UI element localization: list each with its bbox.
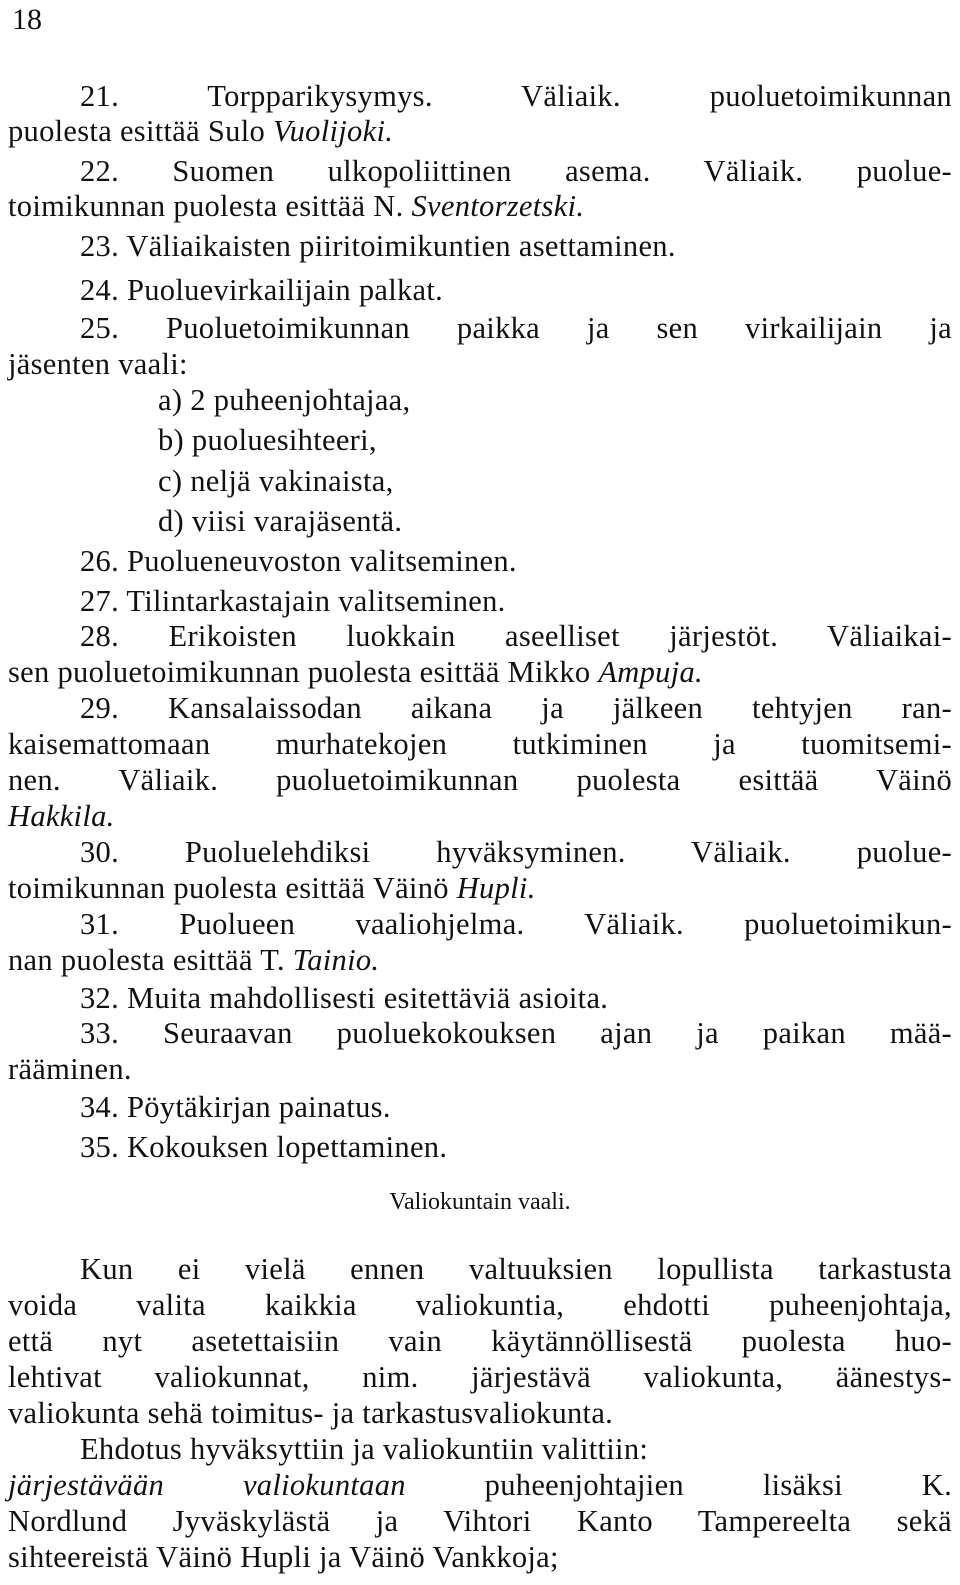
- presenter-name: Tainio.: [292, 943, 380, 977]
- agenda-item-26: 26. Puolueneuvoston valitseminen.: [80, 544, 517, 578]
- text: nan puolesta esittää T.: [8, 943, 293, 977]
- body-line: lehtivat valiokunnat, nim. järjestävä valiokunta, äänestys-: [8, 1360, 952, 1394]
- agenda-item-24: 24. Puoluevirkailijain palkat.: [80, 273, 444, 307]
- presenter-name: Ampuja.: [598, 655, 703, 689]
- sub-item-b: b) puoluesihteeri,: [158, 423, 377, 457]
- agenda-item-31-cont: [8, 942, 952, 978]
- presenter-name: Hupli.: [456, 871, 536, 905]
- agenda-item-31: 31. Puolueen vaaliohjelma. Väliaik. puoluetoimikun-: [80, 907, 952, 941]
- text: puheenjohtajien lisäksi K.: [405, 1468, 953, 1502]
- presenter-name: Vuolijoki.: [272, 114, 394, 148]
- agenda-item-21: 21. Torpparikysymys. Väliaik. puoluetoimikunnan: [80, 79, 952, 113]
- sub-item-c: c) neljä vakinaista,: [158, 464, 394, 498]
- agenda-item-32: 32. Muita mahdollisesti esitettäviä asioita.: [80, 981, 609, 1015]
- agenda-item-33-cont: rääminen.: [8, 1052, 132, 1086]
- agenda-item-27: 27. Tilintarkastajain valitseminen.: [80, 584, 506, 618]
- text: toimikunnan puolesta esittää N.: [8, 189, 412, 223]
- body-line: Nordlund Jyväskylästä ja Vihtori Kanto Tampereelta sekä: [8, 1504, 952, 1538]
- agenda-item-29-cont3: [8, 798, 952, 834]
- agenda-item-30: 30. Puoluelehdiksi hyväksyminen. Väliaik. puolue-: [80, 835, 952, 869]
- agenda-item-25: 25. Puoluetoimikunnan paikka ja sen virkailijain ja: [80, 311, 952, 345]
- body-line: valiokunta sehä toimitus- ja tarkastusvaliokunta.: [8, 1396, 614, 1430]
- text: puolesta esittää Sulo: [8, 114, 273, 148]
- agenda-item-35: 35. Kokouksen lopettaminen.: [80, 1130, 448, 1164]
- text: toimikunnan puolesta esittää Väinö: [8, 871, 457, 905]
- agenda-item-29-cont1: kaisemattomaan murhatekojen tutkiminen ja tuomitsemi-: [8, 727, 952, 761]
- italic-phrase: järjestävään valiokuntaan: [8, 1468, 406, 1502]
- agenda-item-25-cont: jäsenten vaali:: [8, 347, 188, 381]
- presenter-name: Hakkila.: [8, 799, 115, 833]
- agenda-item-33: 33. Seuraavan puoluekokouksen ajan ja paikan mää-: [80, 1016, 952, 1050]
- body-line: [8, 1467, 952, 1503]
- body-line: että nyt asetettaisiin vain käytännöllisestä puolesta huo-: [8, 1324, 952, 1358]
- agenda-item-23: 23. Väliaikaisten piiritoimikuntien asettaminen.: [80, 229, 676, 263]
- agenda-item-21-cont: [8, 113, 952, 149]
- presenter-name: Sventorzetski.: [411, 189, 585, 223]
- body-line: voida valita kaikkia valiokuntia, ehdotti puheenjohtaja,: [8, 1288, 952, 1322]
- sub-item-a: a) 2 puheenjohtajaa,: [158, 383, 411, 417]
- agenda-item-28: 28. Erikoisten luokkain aseelliset järjestöt. Väliaikai-: [80, 619, 952, 653]
- agenda-item-28-cont: [8, 654, 952, 690]
- agenda-item-22-cont: [8, 188, 952, 224]
- section-heading: Valiokuntain vaali.: [389, 1189, 571, 1215]
- body-line: Kun ei vielä ennen valtuuksien lopullista tarkastusta: [80, 1252, 952, 1286]
- agenda-item-29: 29. Kansalaissodan aikana ja jälkeen tehtyjen ran-: [80, 691, 952, 725]
- body-line: Ehdotus hyväksyttiin ja valiokuntiin valittiin:: [80, 1432, 649, 1466]
- agenda-item-34: 34. Pöytäkirjan painatus.: [80, 1090, 391, 1124]
- page-number: 18: [12, 3, 42, 36]
- agenda-item-30-cont: [8, 870, 952, 906]
- text: sen puoluetoimikunnan puolesta esittää Mikko: [8, 655, 599, 689]
- sub-item-d: d) viisi varajäsentä.: [158, 504, 403, 538]
- agenda-item-22: 22. Suomen ulkopoliittinen asema. Väliaik. puolue-: [80, 154, 952, 188]
- body-line: sihteereistä Väinö Hupli ja Väinö Vankkoja;: [8, 1540, 559, 1574]
- agenda-item-29-cont2: nen. Väliaik. puoluetoimikunnan puolesta esittää Väinö: [8, 763, 952, 797]
